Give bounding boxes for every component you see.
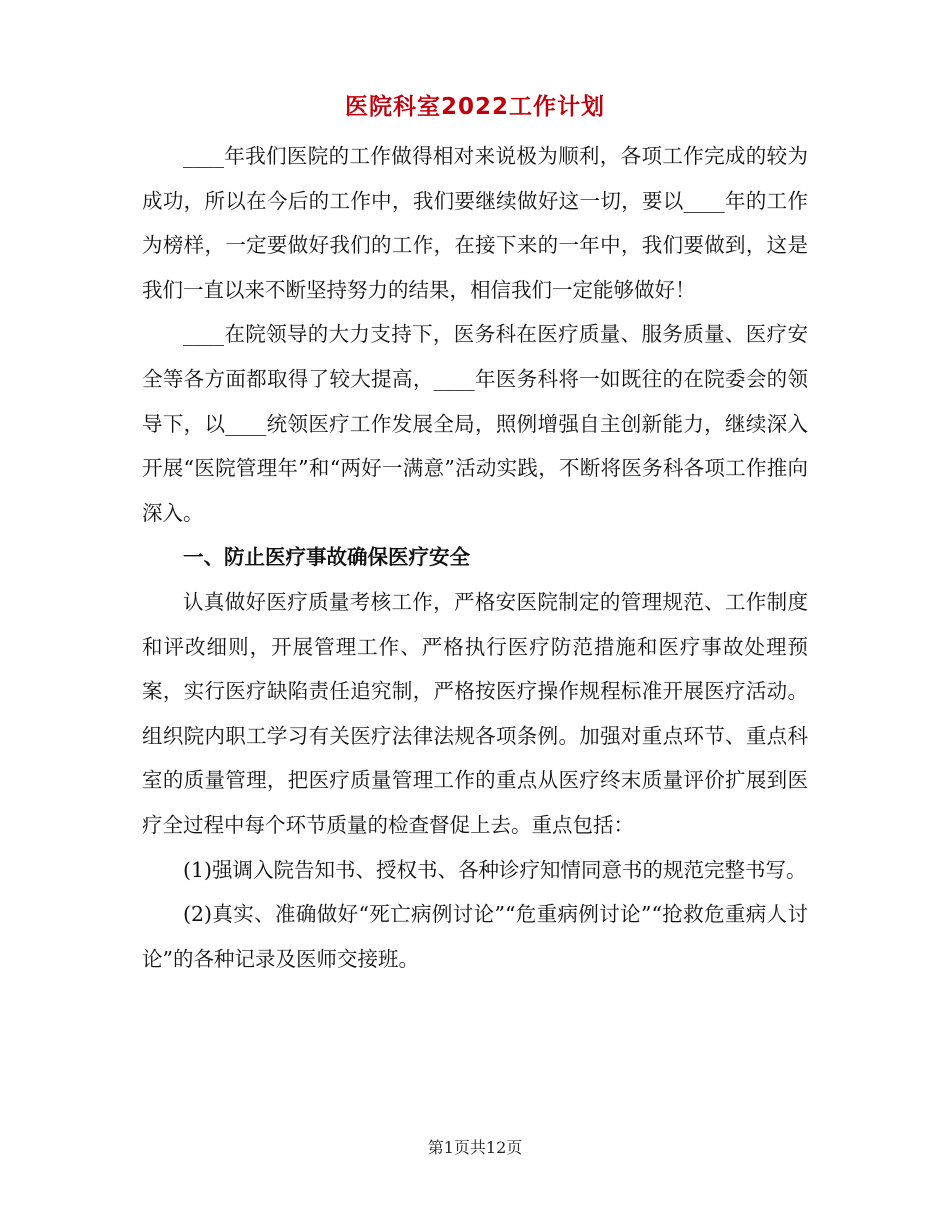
paragraph-section-1: 认真做好医疗质量考核工作，严格安医院制定的管理规范、工作制度和评改细则，开展管理工作、严格执行医疗防范措施和医疗事故处理预案，实行医疗缺陷责任追究制，严格按医疗操作规程标准开展医疗活动。组织院内职工学习有关医疗法律法规各项条例。加强对重点环节、重点科室的质量管理，把医疗质量管理工作的重点从医疗终末质量评价扩展到医疗全过程中每个环节质量的检查督促上去。重点包括： — [142, 589, 808, 837]
paragraph-plan-overview: ____在院领导的大力支持下，医务科在医疗质量、服务质量、医疗安全等各方面都取得了较大提高，____年医务科将一如既往的在院委会的领导下，以____统领医疗工作发展全局，照例增强自主创新能力，继续深入开展“医院管理年”和“两好一满意”活动实践，不断将医务科各项工作推向深入。 — [142, 322, 808, 525]
section-heading-1: 一、防止医疗事故确保医疗安全 — [183, 545, 470, 570]
paragraph-intro: ____年我们医院的工作做得相对来说极为顺利，各项工作完成的较为成功，所以在今后的工作中，我们要继续做好这一切，要以____年的工作为榜样，一定要做好我们的工作，在接下来的一年中，我们要做到，这是我们一直以来不断坚持努力的结果，相信我们一定能够做好！ — [142, 144, 808, 302]
document-body — [142, 134, 808, 981]
document-title: 医院科室2022工作计划 — [344, 94, 605, 120]
list-item-2: (2)真实、准确做好“死亡病例讨论”“危重病例讨论”“抢救危重病人讨论”的各种记录及医师交接班。 — [142, 902, 808, 971]
list-item-1: (1)强调入院告知书、授权书、各种诊疗知情同意书的规范完整书写。 — [183, 857, 807, 882]
page-footer: 第1页共12页 — [427, 1138, 523, 1157]
